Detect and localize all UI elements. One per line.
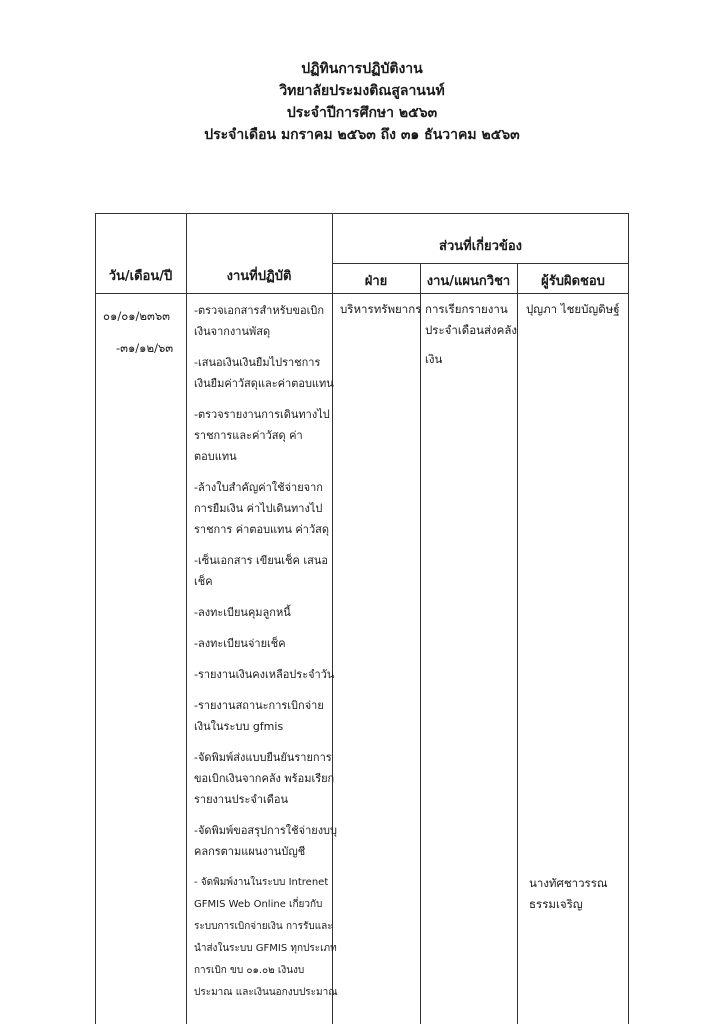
task-item: -ล้างใบสำคัญค่าใช้จ่ายจากการยืมเงิน ค่าไปเดินทางไปราชการ ค่าตอบแทน ค่าวัสดุ <box>194 481 329 536</box>
period-range: ประจำเดือน มกราคม ๒๕๖๓ ถึง ๓๑ ธันวาคม ๒๕๖๓ <box>204 127 520 143</box>
cell-section <box>425 299 517 370</box>
date-start: ๐๑/๐๑/๒๓๖๓ <box>103 309 170 323</box>
responsible-line: ธรรมเจริญ <box>529 897 583 911</box>
header-section: งาน/แผนกวิชา <box>426 274 511 289</box>
task-item: -จัดพิมพ์ขอสรุปการใช้จ่ายงบบุคลกรตามแผนงานบัญชี <box>194 824 338 858</box>
date-end: -๓๑/๑๒/๖๓ <box>116 341 174 355</box>
document-header <box>0 58 724 146</box>
header-related: ส่วนที่เกี่ยวข้อง <box>439 239 522 254</box>
table-left-border <box>95 213 96 1024</box>
task-list <box>194 300 340 1014</box>
task-item: -เสนอเงินเงินยืมไปราชการ เงินยืมค่าวัสดุและค่าตอบแทน <box>194 356 334 390</box>
col-divider-section <box>517 263 518 1024</box>
responsible-line: นางทัศชาวรรณ <box>529 876 608 890</box>
college-name: วิทยาลัยประมงติณสูลานนท์ <box>279 83 445 99</box>
section-line: ประจำเดือนส่งคลัง <box>425 323 518 337</box>
schedule-table <box>95 213 629 1024</box>
header-date: วัน/เดือน/ปี <box>108 269 173 284</box>
task-item: -เซ็นเอกสาร เขียนเช็ค เสนอเช็ค <box>194 554 328 588</box>
table-right-border <box>628 213 629 1024</box>
table-top-border <box>95 213 629 214</box>
header-responsible: ผู้รับผิดชอบ <box>541 274 605 289</box>
task-item: -รายงานสถานะการเบิกจ่ายเงินในระบบ gfmis <box>194 699 324 733</box>
task-item: - จัดพิมพ์งานในระบบ Intrenet GFMIS Web Online เกี่ยวกับระบบการเบิกจ่ายเงิน การรับและนำส่งในระบบ GFMIS ทุกประเภท การเบิก ขบ ๐๑.๐๒ เงินงบประมาณ และเงินนอกงบประมาณ <box>194 877 338 998</box>
academic-year: ประจำปีการศึกษา ๒๕๖๓ <box>286 105 438 121</box>
calendar-title: ปฏิทินการปฏิบัติงาน <box>301 61 423 77</box>
col-divider-division <box>420 263 421 1024</box>
task-item: -ลงทะเบียนคุมลูกหนี้ <box>194 606 291 619</box>
header-bottom-line <box>95 293 629 294</box>
cell-division: บริหารทรัพยากร <box>340 302 422 316</box>
task-item: -รายงานเงินคงเหลือประจำวัน <box>194 668 335 681</box>
header-task: งานที่ปฏิบัติ <box>226 269 292 284</box>
cell-responsible-secondary <box>529 873 608 915</box>
task-item: -ตรวจรายงานการเดินทางไปราชการและค่าวัสดุ ค่าตอบแทน <box>194 408 330 463</box>
section-line: เงิน <box>425 352 443 366</box>
cell-responsible-primary: ปุญภา ไชยบัญดิษฐ์ <box>526 302 620 316</box>
section-line: การเรียกรายงาน <box>425 302 508 316</box>
col-divider-date <box>186 213 187 1024</box>
task-item: -จัดพิมพ์ส่งแบบยืนยันรายการขอเบิกเงินจากคลัง พร้อมเรียกรายงานประจำเดือน <box>194 751 335 806</box>
subheader-line <box>332 263 629 264</box>
task-item: -ตรวจเอกสารสำหรับขอเบิกเงินจากงานพัสดุ <box>194 304 325 338</box>
header-division: ฝ่าย <box>364 274 388 289</box>
task-item: -ลงทะเบียนจ่ายเช็ค <box>194 637 286 650</box>
